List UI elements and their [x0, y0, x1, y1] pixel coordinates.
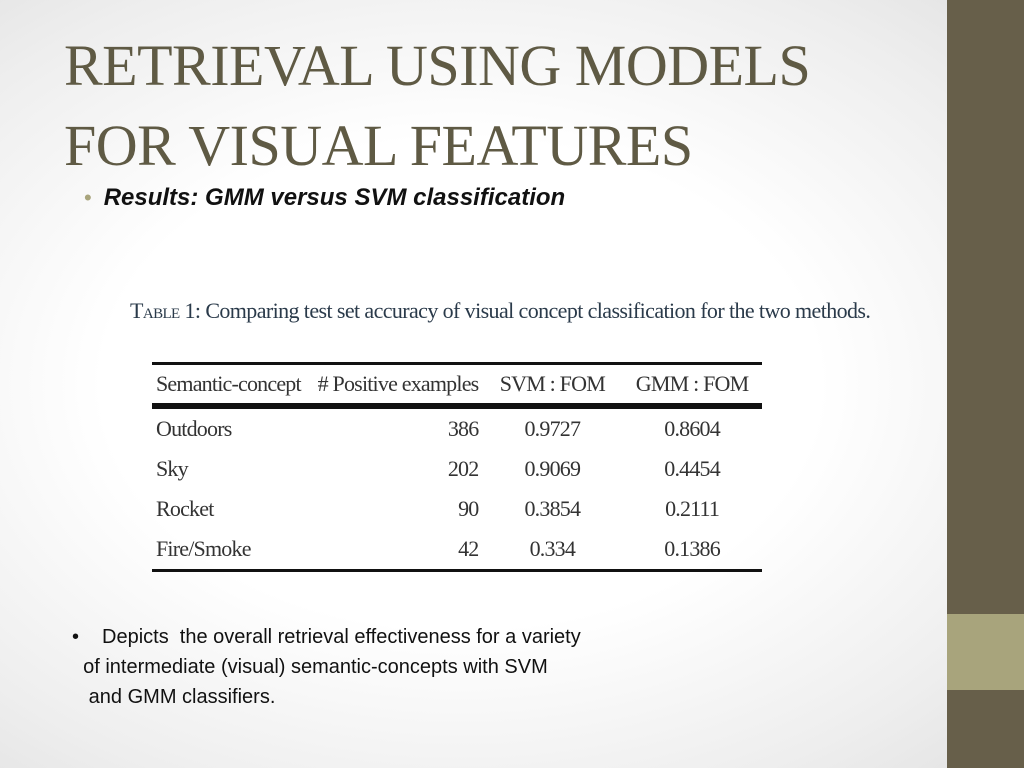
cell-concept: Fire/Smoke: [156, 536, 251, 561]
header-positive-examples: # Positive examples: [317, 371, 479, 396]
cell-concept: Outdoors: [156, 416, 232, 441]
bullet-dot-icon: •: [72, 626, 80, 648]
table-row: [152, 406, 762, 449]
header-svm-fom: SVM : FOM: [499, 371, 605, 396]
cell-concept: Sky: [156, 456, 188, 481]
bullet-dot-icon: •: [84, 185, 92, 210]
results-bullet: [84, 184, 565, 212]
description-line-3: and GMM classifiers.: [72, 686, 276, 708]
cell-svm: 0.9069: [524, 456, 581, 481]
description-bullet: [72, 622, 712, 712]
cell-gmm: 0.4454: [664, 456, 720, 481]
table-row: [152, 529, 762, 571]
cell-positive: 42: [458, 536, 479, 561]
table-row: [152, 489, 762, 529]
cell-gmm: 0.2111: [665, 496, 720, 521]
cell-concept: Rocket: [156, 496, 214, 521]
description-line-2: of intermediate (visual) semantic-concepts with SVM: [72, 656, 548, 678]
cell-gmm: 0.1386: [664, 536, 720, 561]
slide-title-line-1: RETRIEVAL USING MODELS: [64, 33, 811, 98]
slide-title-line-2: FOR VISUAL FEATURES: [64, 113, 693, 178]
header-gmm-fom: GMM : FOM: [635, 371, 749, 396]
header-semantic-concept: Semantic-concept: [156, 371, 301, 396]
table-caption: [130, 298, 870, 324]
cell-gmm: 0.8604: [664, 416, 720, 441]
table-caption-label: Table 1:: [130, 298, 201, 323]
cell-positive: 90: [458, 496, 479, 521]
sidebar-accent-block: [947, 614, 1024, 690]
cell-svm: 0.3854: [524, 496, 581, 521]
description-line-1: Depicts the overall retrieval effectiveness for a variety: [102, 626, 581, 648]
cell-positive: 386: [447, 416, 479, 441]
slide-title: [64, 26, 924, 186]
cell-svm: 0.334: [529, 536, 576, 561]
cell-positive: 202: [447, 456, 479, 481]
results-table: [152, 362, 762, 572]
results-bullet-text: Results: GMM versus SVM classification: [103, 184, 566, 211]
table-caption-text: Comparing test set accuracy of visual concept classification for the two methods.: [200, 298, 871, 323]
table-row: [152, 449, 762, 489]
table-header-row: [152, 364, 762, 407]
cell-svm: 0.9727: [524, 416, 581, 441]
